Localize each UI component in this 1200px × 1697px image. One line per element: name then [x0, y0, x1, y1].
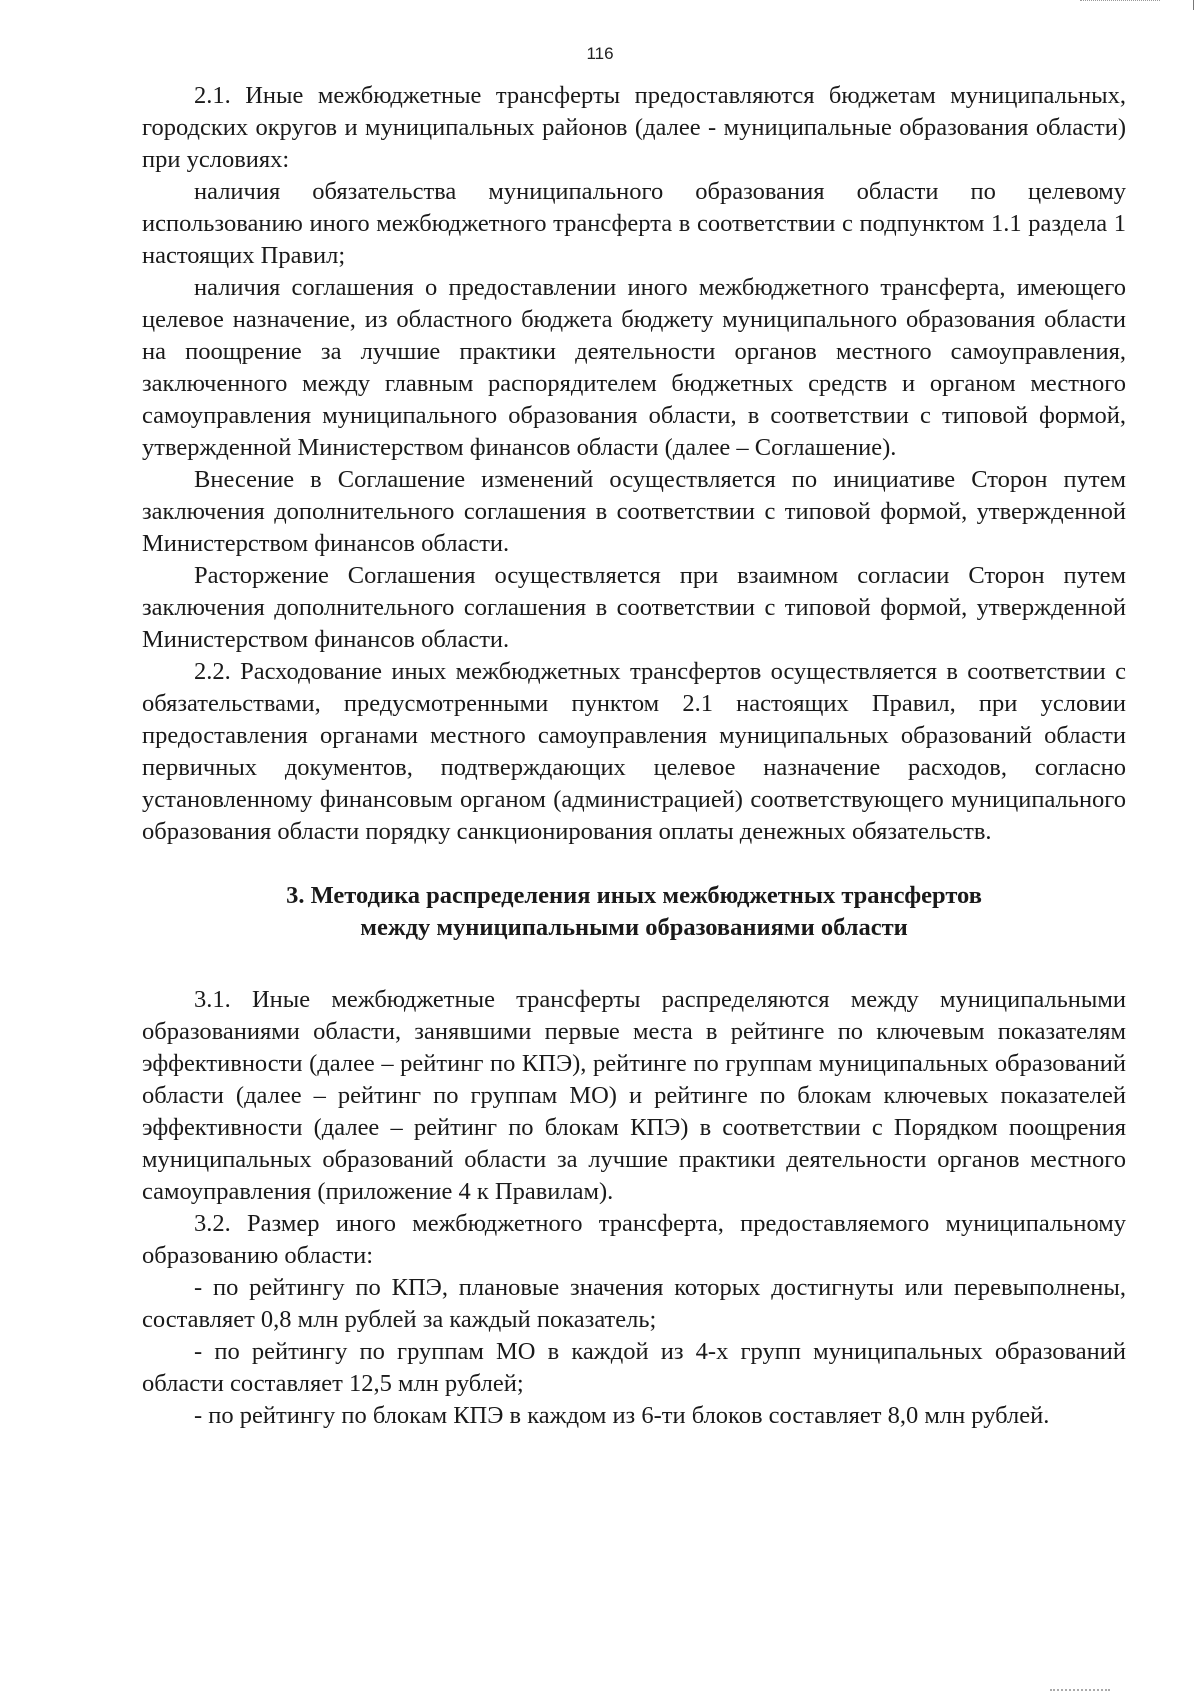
document-body	[142, 80, 1126, 1432]
paragraph-agreement-amendment: Внесение в Соглашение изменений осуществляется по инициативе Сторон путем заключения дополнительного соглашения в соответствии с типовой формой, утвержденной Министерством финансов области.	[142, 466, 1126, 557]
list-item-group-rating: - по рейтингу по группам МО в каждой из 4-х групп муниципальных образований области составляет 12,5 млн рублей;	[142, 1338, 1126, 1397]
paragraph-condition-agreement: наличия соглашения о предоставлении иного межбюджетного трансферта, имеющего целевое назначение, из областного бюджета бюджету муниципального образования области на поощрение за лучшие практики деятельности органов местного самоуправления, заключенного между главным распорядителем бюджетных средств и органом местного самоуправления муниципального образования области, в соответствии с типовой формой, утвержденной Министерством финансов области (далее – Соглашение).	[142, 274, 1126, 461]
list-item-block-rating: - по рейтингу по блокам КПЭ в каждом из 6-ти блоков составляет 8,0 млн рублей.	[194, 1402, 1050, 1429]
list-item-kpe-rating: - по рейтингу по КПЭ, плановые значения которых достигнуты или перевыполнены, составляет 0,8 млн рублей за каждый показатель;	[142, 1274, 1126, 1333]
paragraph-2-2: 2.2. Расходование иных межбюджетных трансфертов осуществляется в соответствии с обязательствами, предусмотренными пунктом 2.1 настоящих Правил, при условии предоставления органами местного самоуправления муниципальных образований области первичных документов, подтверждающих целевое назначение расходов, согласно установленному финансовым органом (администрацией) соответствующего муниципального образования области порядку санкционирования оплаты денежных обязательств.	[142, 658, 1126, 845]
scan-artifact-top	[1080, 0, 1160, 4]
paragraph-3-2: 3.2. Размер иного межбюджетного трансферта, предоставляемого муниципальному образованию области:	[142, 1210, 1126, 1269]
section-3-heading	[142, 880, 1126, 944]
section-3-heading-line1: 3. Методика распределения иных межбюджетных трансфертов	[286, 882, 982, 909]
paragraph-condition-obligation: наличия обязательства муниципального образования области по целевому использованию иного межбюджетного трансферта в соответствии с подпунктом 1.1 раздела 1 настоящих Правил;	[142, 178, 1126, 269]
page-number: 116	[586, 44, 614, 63]
paragraph-2-1: 2.1. Иные межбюджетные трансферты предоставляются бюджетам муниципальных, городских округов и муниципальных районов (далее - муниципальные образования области) при условиях:	[142, 82, 1126, 173]
scan-artifact-bottom	[1050, 1689, 1110, 1693]
section-3-heading-line2: между муниципальными образованиями области	[360, 914, 908, 941]
paragraph-3-1: 3.1. Иные межбюджетные трансферты распределяются между муниципальными образованиями области, занявшими первые места в рейтинге по ключевым показателям эффективности (далее – рейтинг по КПЭ), рейтинге по группам муниципальных образований области (далее – рейтинг по группам МО) и рейтинге по блокам ключевых показателей эффективности (далее – рейтинг по блокам КПЭ) в соответствии с Порядком поощрения муниципальных образований области за лучшие практики деятельности органов местного самоуправления (приложение 4 к Правилам).	[142, 986, 1126, 1205]
paragraph-agreement-termination: Расторжение Соглашения осуществляется при взаимном согласии Сторон путем заключения дополнительного соглашения в соответствии с типовой формой, утвержденной Министерством финансов области.	[142, 562, 1126, 653]
scan-artifact-edge	[1193, 0, 1194, 10]
